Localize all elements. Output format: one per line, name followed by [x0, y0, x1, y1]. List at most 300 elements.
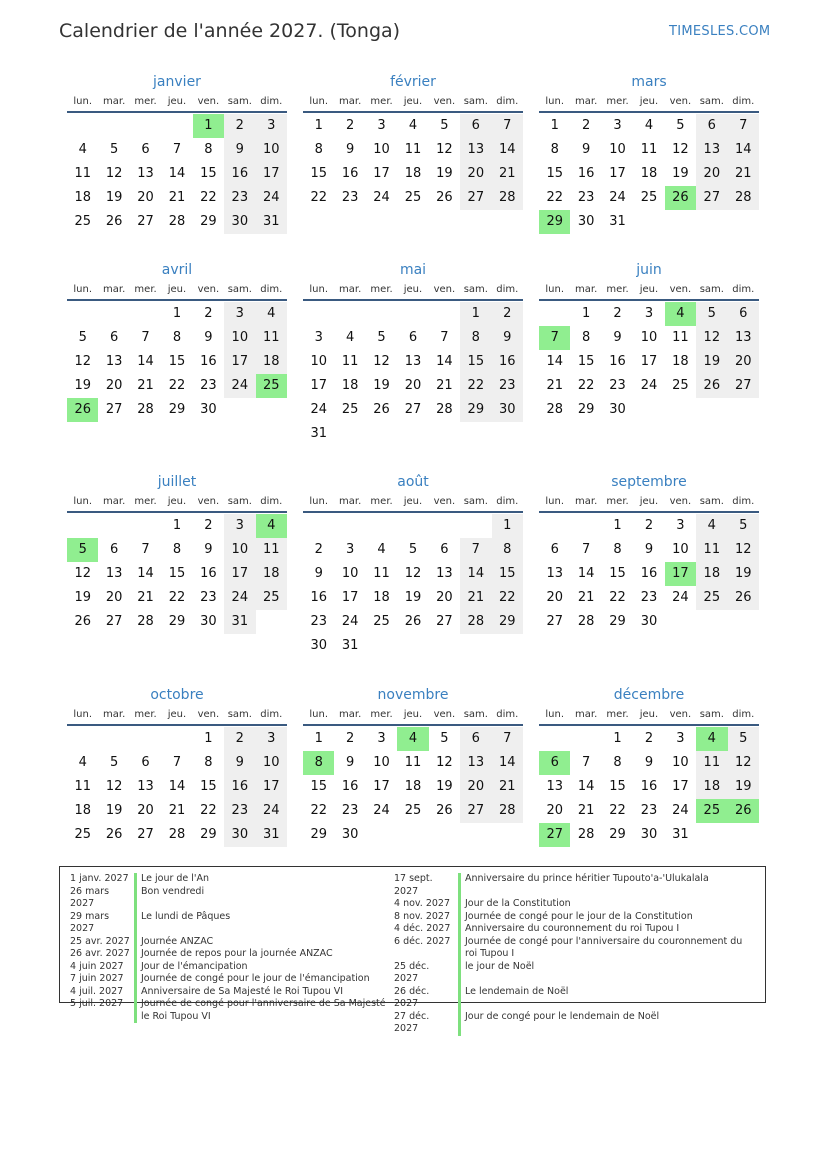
day-cell: 25: [256, 586, 287, 610]
day-cell: 11: [640, 142, 658, 157]
day-cell: 23: [341, 803, 359, 818]
legend-row: [70, 936, 388, 949]
day-cell: 30: [609, 402, 626, 417]
day-cell: 18: [74, 803, 91, 818]
weekday-header: [67, 92, 287, 113]
day-cell: 27: [460, 799, 491, 823]
day-cell: 17: [256, 162, 287, 186]
day-cell: 30: [492, 398, 523, 422]
day-cell: 18: [373, 590, 390, 605]
day-cell: 24: [256, 799, 287, 823]
day-cell: 3: [676, 518, 685, 533]
month-name: mai: [399, 262, 427, 278]
legend-column-right: [394, 873, 756, 1036]
day-cell: 17: [310, 378, 327, 393]
day-cell: 30: [341, 827, 359, 842]
day-cell: 10: [224, 326, 255, 350]
day-cell: 1: [492, 514, 523, 538]
day-cell: 12: [105, 166, 123, 181]
day-cell: 19: [728, 775, 759, 799]
legend-date: 4 déc. 2027: [394, 923, 451, 934]
legend-date: 6 déc. 2027: [394, 935, 451, 947]
weekday-label: lun.: [545, 96, 565, 107]
day-cell: 29: [310, 827, 327, 842]
weekday-label: jeu.: [639, 96, 659, 107]
day-cell: 10: [373, 755, 390, 770]
weekday-label: lun.: [309, 96, 329, 107]
weekday-label: sam.: [699, 96, 724, 107]
day-cell: 5: [109, 142, 119, 157]
day-cell: 7: [492, 727, 523, 751]
day-cell: 5: [377, 330, 386, 345]
day-cell: 1: [613, 731, 622, 746]
day-cell: 13: [728, 326, 759, 350]
empty-cell: [161, 727, 192, 751]
empty-cell: [98, 302, 129, 326]
day-cell: 18: [404, 166, 422, 181]
weekday-label: dim.: [260, 496, 283, 507]
day-cell: 8: [204, 142, 213, 157]
day-cell: 2: [644, 518, 654, 533]
day-cell: 4: [644, 118, 654, 133]
weekday-label: sam.: [463, 284, 488, 295]
day-cell: 30: [224, 823, 255, 847]
empty-cell: [539, 514, 570, 538]
day-cell: 14: [137, 566, 154, 581]
weekday-label: ven.: [433, 96, 456, 107]
day-cell: 27: [105, 614, 123, 629]
weekday-label: mer.: [134, 284, 157, 295]
day-cell: 12: [74, 354, 91, 369]
day-cell: 22: [310, 803, 327, 818]
weekday-label: dim.: [496, 284, 519, 295]
day-cell: 3: [613, 118, 622, 133]
day-cell: 29: [200, 214, 217, 229]
day-cell: 11: [74, 779, 91, 794]
day-cell: 6: [460, 727, 491, 751]
weekday-label: mar.: [103, 284, 126, 295]
day-cell: 9: [345, 142, 355, 157]
day-cell: 14: [728, 138, 759, 162]
day-cell: 25: [404, 190, 422, 205]
day-cell: 11: [373, 566, 390, 581]
day-cell: 5: [676, 118, 685, 133]
weekday-label: mar.: [339, 96, 362, 107]
day-cell: 6: [109, 542, 119, 557]
legend-marker: [458, 936, 461, 961]
day-cell: 2: [644, 731, 654, 746]
empty-cell: [161, 114, 192, 138]
month-10: [303, 685, 523, 847]
empty-cell: [429, 514, 460, 538]
day-cell: 31: [256, 210, 287, 234]
month-0: [67, 72, 287, 234]
day-cell: 19: [436, 166, 453, 181]
day-cell: 16: [640, 566, 658, 581]
day-cell: 18: [404, 779, 422, 794]
day-cell: 2: [613, 306, 622, 321]
day-cell: 17: [256, 775, 287, 799]
day-cell: 22: [492, 586, 523, 610]
day-cell: 24: [224, 374, 255, 398]
day-cell: 14: [168, 779, 186, 794]
day-cell: 14: [492, 138, 523, 162]
day-cell: 29: [168, 614, 186, 629]
legend-holiday-name: Journée de congé pour l'anniversaire de Sa Majesté le Roi Tupou VI: [141, 998, 386, 1022]
weekday-label: mer.: [370, 284, 393, 295]
day-cell: 22: [460, 374, 491, 398]
weekday-label: lun.: [309, 496, 329, 507]
day-cell: 29: [460, 398, 491, 422]
day-cell: 12: [436, 755, 453, 770]
weekday-label: mar.: [575, 496, 598, 507]
day-cell: 31: [609, 214, 626, 229]
weekday-header: [539, 705, 759, 726]
day-cell: 4: [408, 118, 418, 133]
weekday-label: jeu.: [167, 709, 187, 720]
day-cell: 9: [644, 542, 654, 557]
weekday-label: mer.: [606, 496, 629, 507]
empty-cell: [539, 727, 570, 751]
day-cell: 2: [345, 118, 355, 133]
weekday-label: lun.: [309, 709, 329, 720]
day-cell: 3: [377, 731, 386, 746]
day-cell: 1: [581, 306, 591, 321]
day-cell: 31: [224, 610, 255, 634]
day-cell: 30: [310, 638, 327, 653]
day-cell: 9: [644, 755, 654, 770]
legend-holiday-name: Journée de repos pour la journée ANZAC: [141, 948, 333, 959]
weekday-label: mer.: [134, 709, 157, 720]
weekday-label: ven.: [433, 496, 456, 507]
holiday-day-cell: 5: [67, 538, 98, 562]
day-cell: 29: [168, 402, 186, 417]
day-cell: 25: [672, 378, 689, 393]
legend-date: 27 déc. 2027: [394, 1010, 430, 1034]
day-cell: 17: [640, 354, 658, 369]
weekday-label: mer.: [606, 96, 629, 107]
holiday-day-cell: 7: [539, 326, 570, 350]
legend-row: [394, 961, 756, 986]
day-cell: 9: [224, 138, 255, 162]
day-cell: 29: [492, 610, 523, 634]
day-cell: 26: [74, 614, 91, 629]
day-cell: 26: [373, 402, 390, 417]
day-cell: 10: [672, 755, 689, 770]
day-cell: 28: [168, 214, 186, 229]
weekday-label: sam.: [463, 496, 488, 507]
legend-row: [394, 936, 756, 961]
day-cell: 10: [373, 142, 390, 157]
day-cell: 28: [137, 614, 154, 629]
day-cell: 13: [137, 779, 154, 794]
weekday-label: jeu.: [403, 496, 423, 507]
day-cell: 24: [640, 378, 658, 393]
legend-marker: [458, 898, 461, 911]
weekday-label: ven.: [433, 709, 456, 720]
day-cell: 13: [546, 779, 563, 794]
legend-holiday-name: Journée ANZAC: [141, 935, 214, 947]
empty-cell: [570, 514, 601, 538]
day-cell: 2: [224, 114, 255, 138]
day-cell: 24: [310, 402, 327, 417]
day-grid: [67, 727, 287, 847]
day-cell: 4: [696, 514, 727, 538]
weekday-label: mar.: [339, 709, 362, 720]
day-cell: 24: [672, 590, 689, 605]
day-cell: 17: [373, 779, 390, 794]
legend-row: [70, 948, 388, 961]
legend-holiday-name: Bon vendredi: [141, 885, 205, 897]
month-name: décembre: [613, 687, 685, 703]
weekday-label: sam.: [227, 284, 252, 295]
day-cell: 17: [224, 562, 255, 586]
day-cell: 26: [728, 586, 759, 610]
day-cell: 14: [577, 779, 595, 794]
day-cell: 13: [696, 138, 727, 162]
day-cell: 28: [168, 827, 186, 842]
weekday-label: ven.: [669, 96, 692, 107]
day-cell: 16: [224, 162, 255, 186]
day-grid: [67, 114, 287, 234]
day-cell: 19: [696, 350, 727, 374]
day-cell: 30: [224, 210, 255, 234]
day-cell: 16: [224, 775, 255, 799]
day-cell: 3: [256, 114, 287, 138]
day-cell: 8: [613, 542, 622, 557]
day-cell: 23: [609, 378, 626, 393]
day-cell: 26: [404, 614, 422, 629]
day-cell: 2: [492, 302, 523, 326]
holiday-day-cell: 25: [696, 799, 727, 823]
weekday-label: sam.: [463, 96, 488, 107]
weekday-label: mar.: [339, 284, 362, 295]
weekday-header: [303, 492, 523, 513]
month-name: juillet: [157, 474, 197, 490]
day-cell: 13: [105, 354, 123, 369]
day-cell: 30: [640, 827, 658, 842]
day-cell: 15: [609, 566, 626, 581]
legend-marker: [134, 973, 137, 986]
month-name: octobre: [150, 687, 204, 703]
day-cell: 18: [74, 190, 91, 205]
empty-cell: [366, 302, 397, 326]
holiday-day-cell: 6: [539, 751, 570, 775]
day-cell: 11: [404, 142, 422, 157]
day-cell: 1: [204, 731, 213, 746]
day-cell: 9: [204, 542, 213, 557]
legend-row: [394, 898, 756, 911]
day-cell: 29: [609, 827, 626, 842]
legend-holiday-name: Anniversaire du couronnement du roi Tupou I: [465, 923, 680, 934]
day-cell: 25: [74, 827, 91, 842]
day-cell: 16: [492, 350, 523, 374]
weekday-label: jeu.: [639, 709, 659, 720]
day-cell: 24: [373, 803, 390, 818]
day-cell: 6: [460, 114, 491, 138]
day-cell: 23: [341, 190, 359, 205]
brand-link[interactable]: TIMESLES.COM: [669, 24, 771, 39]
legend-date: 26 déc. 2027: [394, 985, 430, 1009]
day-cell: 27: [404, 402, 422, 417]
weekday-label: lun.: [545, 284, 565, 295]
day-cell: 18: [696, 562, 727, 586]
empty-cell: [366, 514, 397, 538]
day-cell: 12: [373, 354, 390, 369]
day-cell: 1: [613, 518, 622, 533]
day-cell: 20: [137, 190, 154, 205]
legend-row: [394, 923, 756, 936]
legend-marker: [458, 911, 461, 924]
day-cell: 28: [546, 402, 563, 417]
holiday-day-cell: 4: [256, 514, 287, 538]
day-cell: 25: [640, 190, 658, 205]
empty-cell: [539, 302, 570, 326]
weekday-label: dim.: [260, 96, 283, 107]
day-cell: 18: [672, 354, 689, 369]
weekday-label: jeu.: [403, 96, 423, 107]
weekday-label: jeu.: [639, 284, 659, 295]
day-cell: 29: [200, 827, 217, 842]
day-grid: [303, 114, 523, 210]
day-cell: 20: [105, 378, 123, 393]
month-name: février: [390, 74, 436, 90]
day-cell: 17: [672, 779, 689, 794]
weekday-label: ven.: [197, 496, 220, 507]
legend-row: [70, 998, 388, 1023]
weekday-label: mar.: [339, 496, 362, 507]
day-cell: 9: [581, 142, 591, 157]
empty-cell: [98, 727, 129, 751]
day-cell: 12: [672, 142, 689, 157]
day-cell: 18: [696, 775, 727, 799]
legend-row: [70, 886, 388, 911]
legend-holiday-name: Jour de congé pour le lendemain de Noël: [465, 1010, 660, 1022]
legend-holiday-name: Le jour de l'An: [141, 873, 210, 884]
legend-marker: [134, 986, 137, 999]
weekday-header: [303, 280, 523, 301]
weekday-label: lun.: [73, 284, 93, 295]
day-cell: 1: [314, 118, 323, 133]
day-cell: 10: [310, 354, 327, 369]
day-cell: 21: [168, 190, 186, 205]
day-cell: 21: [577, 590, 595, 605]
day-cell: 11: [696, 751, 727, 775]
weekday-label: sam.: [227, 709, 252, 720]
day-cell: 19: [74, 590, 91, 605]
legend-marker: [458, 1011, 461, 1036]
day-cell: 2: [345, 731, 355, 746]
holiday-day-cell: 25: [256, 374, 287, 398]
legend-row: [70, 911, 388, 936]
day-cell: 14: [492, 751, 523, 775]
weekday-label: dim.: [732, 96, 755, 107]
day-cell: 6: [109, 330, 119, 345]
month-4: [303, 260, 523, 446]
month-8: [539, 472, 759, 634]
day-cell: 6: [696, 114, 727, 138]
day-cell: 3: [224, 302, 255, 326]
day-cell: 8: [314, 142, 323, 157]
day-cell: 28: [577, 827, 595, 842]
month-5: [539, 260, 759, 422]
day-cell: 8: [460, 326, 491, 350]
day-cell: 21: [460, 586, 491, 610]
day-cell: 25: [404, 803, 422, 818]
weekday-label: jeu.: [167, 284, 187, 295]
holiday-day-cell: 4: [696, 727, 727, 751]
weekday-label: mar.: [103, 96, 126, 107]
day-cell: 15: [492, 562, 523, 586]
day-cell: 6: [440, 542, 449, 557]
day-cell: 11: [404, 755, 422, 770]
weekday-label: mar.: [575, 709, 598, 720]
month-name: novembre: [377, 687, 449, 703]
day-cell: 17: [609, 166, 626, 181]
day-cell: 25: [373, 614, 390, 629]
day-cell: 25: [74, 214, 91, 229]
legend-row: [70, 973, 388, 986]
day-cell: 20: [436, 590, 453, 605]
day-cell: 28: [492, 186, 523, 210]
day-cell: 8: [581, 330, 591, 345]
day-cell: 14: [460, 562, 491, 586]
day-cell: 22: [168, 378, 186, 393]
day-cell: 4: [377, 542, 386, 557]
day-cell: 31: [310, 426, 327, 441]
day-cell: 22: [310, 190, 327, 205]
legend-marker: [458, 961, 461, 986]
day-cell: 20: [460, 162, 491, 186]
day-cell: 15: [310, 166, 327, 181]
weekday-label: dim.: [732, 709, 755, 720]
legend-holiday-name: Jour de la Constitution: [465, 898, 571, 909]
day-grid: [303, 514, 523, 658]
empty-cell: [460, 514, 491, 538]
legend-date: 26 mars 2027: [70, 885, 110, 909]
day-cell: 17: [224, 350, 255, 374]
legend-marker: [134, 886, 137, 911]
day-cell: 9: [492, 326, 523, 350]
day-cell: 15: [577, 354, 595, 369]
holiday-day-cell: 4: [665, 302, 696, 326]
weekday-label: mer.: [606, 284, 629, 295]
weekday-label: mer.: [606, 709, 629, 720]
day-cell: 4: [78, 755, 87, 770]
day-cell: 20: [460, 775, 491, 799]
weekday-label: ven.: [433, 284, 456, 295]
empty-cell: [397, 302, 428, 326]
day-cell: 13: [404, 354, 422, 369]
day-cell: 19: [436, 779, 453, 794]
day-cell: 5: [440, 731, 449, 746]
legend-date: 4 juin 2027: [70, 960, 124, 972]
empty-cell: [303, 302, 334, 326]
day-cell: 14: [577, 566, 595, 581]
day-cell: 27: [105, 402, 123, 417]
legend-row: [394, 1011, 756, 1036]
weekday-header: [539, 492, 759, 513]
legend-holiday-name: Le lendemain de Noël: [465, 985, 569, 997]
day-cell: 10: [256, 138, 287, 162]
legend-holiday-name: Le lundi de Pâques: [141, 910, 231, 922]
day-cell: 10: [609, 142, 626, 157]
day-cell: 28: [460, 610, 491, 634]
day-cell: 1: [172, 306, 182, 321]
day-cell: 25: [696, 586, 727, 610]
day-cell: 11: [256, 326, 287, 350]
day-cell: 14: [168, 166, 186, 181]
